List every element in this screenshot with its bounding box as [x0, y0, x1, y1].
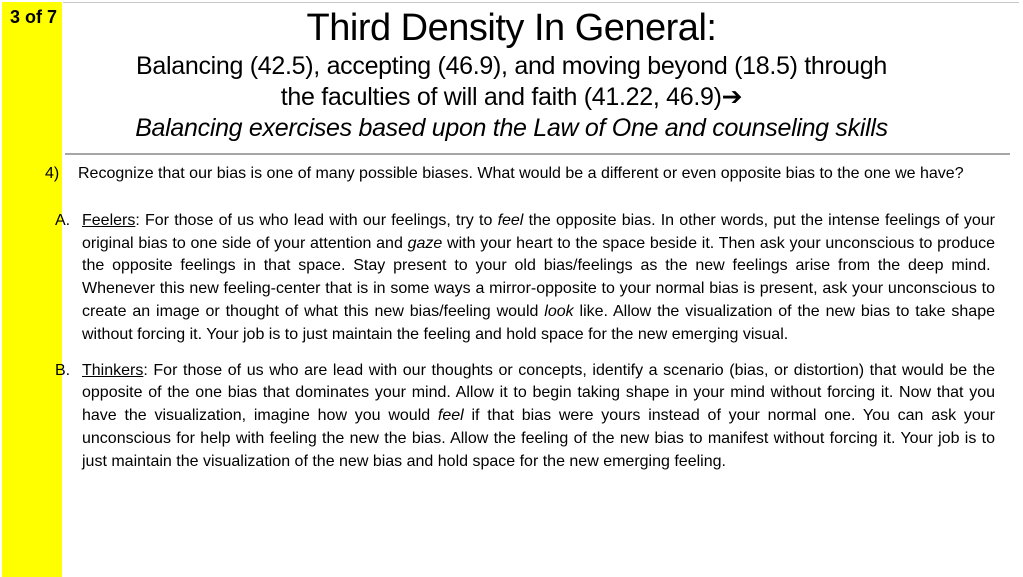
sub-item-thinkers — [55, 360, 995, 474]
sub-item-text-feelers: Feelers: For those of us who lead with our feelings, try to feel the opposite bias. In other words, put the intense feelings of your original bias to one side of your attention and gaze with your heart to the space beside it. Then ask your unconscious to produce the opposite feelings in that space. Stay present to your old bias/feelings as the new feelings arise from the deep mind. Whenever this new feeling-center that is in some ways a mirror-opposite to your normal bias is present, ask your unconscious to create an image or thought of what this new bias/feeling would look like. Allow the visualization of the new bias to take shape without forcing it. Your job is to just maintain the feeling and hold space for the new emerging visual. — [82, 211, 996, 343]
subtitle-line-1: Balancing (42.5), accepting (46.9), and moving beyond (18.5) through — [136, 52, 887, 80]
list-item-number: 4) — [45, 165, 60, 182]
sub-item-feelers — [55, 210, 995, 347]
list-item-text: Recognize that our bias is one of many possible biases. What would be a different or even opposite bias to the one we have? — [78, 165, 964, 182]
page-indicator: 3 of 7 — [10, 7, 58, 27]
slide-header — [0, 0, 1023, 144]
sub-item-letter: B. — [55, 361, 71, 379]
header-divider — [65, 153, 1010, 155]
subtitle-italic: Balancing exercises based upon the Law of One and counseling skills — [135, 114, 888, 142]
subtitle-line-2: the faculties of will and faith (41.22, 46.9)➔ — [280, 83, 743, 111]
slide-title: Third Density In General: — [306, 7, 717, 49]
sub-item-text-thinkers: Thinkers: For those of us who are lead with our thoughts or concepts, identify a scenario (bias, or distortion) that would be the opposite of the one bias that dominates your mind. Allow it to begin taking shape in your mind without forcing it. Now that you have the visualization, imagine how you would feel if that bias were yours instead of your normal one. You can ask your unconscious for help with feeling the new the bias. Allow the feeling of the new bias to manifest without forcing it. Your job is to just maintain the visualization of the new bias and hold space for the new emerging feeling. — [82, 361, 996, 470]
list-item-4 — [45, 163, 995, 186]
slide-body — [45, 163, 995, 474]
sub-item-letter: A. — [55, 211, 71, 229]
